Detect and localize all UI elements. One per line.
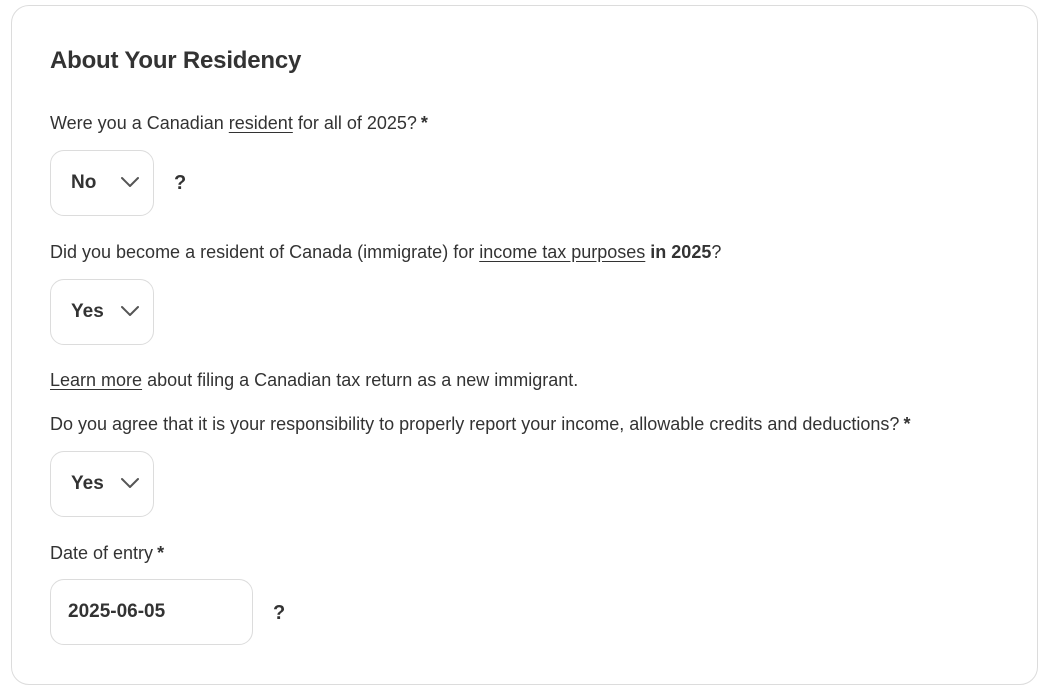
date-of-entry-input[interactable] — [50, 579, 253, 645]
select-value: No — [71, 172, 97, 193]
question-text: Did you become a resident of Canada (immigrate) for — [50, 242, 480, 262]
became-resident-select[interactable] — [50, 279, 154, 345]
date-of-entry-label — [50, 543, 164, 564]
question-mark-icon[interactable]: ? — [273, 602, 286, 624]
learn-more-link[interactable]: Learn more — [50, 370, 143, 390]
question-responsibility — [50, 414, 910, 435]
required-marker: * — [420, 113, 428, 133]
question-text: Do you agree that it is your responsibility to properly report your income, allowable credits and deductions? — [50, 414, 900, 434]
required-marker: * — [903, 414, 911, 434]
income-tax-purposes-link[interactable]: income tax purposes — [479, 242, 646, 262]
resident-all-year-select[interactable] — [50, 150, 154, 216]
required-marker: * — [157, 543, 165, 563]
question-became-resident — [50, 242, 721, 263]
responsibility-select[interactable] — [50, 451, 154, 517]
question-text: Were you a Canadian — [50, 113, 229, 133]
select-value: Yes — [71, 473, 104, 494]
section-title: About Your Residency — [50, 47, 302, 74]
select-value: Yes — [71, 301, 104, 322]
chevron-down-icon — [120, 476, 140, 490]
question-text: Date of entry — [50, 543, 154, 563]
new-immigrant-info — [50, 370, 578, 391]
question-mark-icon[interactable]: ? — [174, 172, 187, 194]
question-text-end: for all of 2025? — [292, 113, 417, 133]
residency-card — [11, 5, 1038, 685]
question-text-end: ? — [711, 242, 722, 262]
resident-link[interactable]: resident — [228, 113, 293, 133]
info-text: about filing a Canadian tax return as a new immigrant. — [142, 370, 579, 390]
chevron-down-icon — [120, 175, 140, 189]
question-resident-all-year — [50, 113, 428, 134]
question-year-emphasis: in 2025 — [645, 242, 712, 262]
chevron-down-icon — [120, 304, 140, 318]
